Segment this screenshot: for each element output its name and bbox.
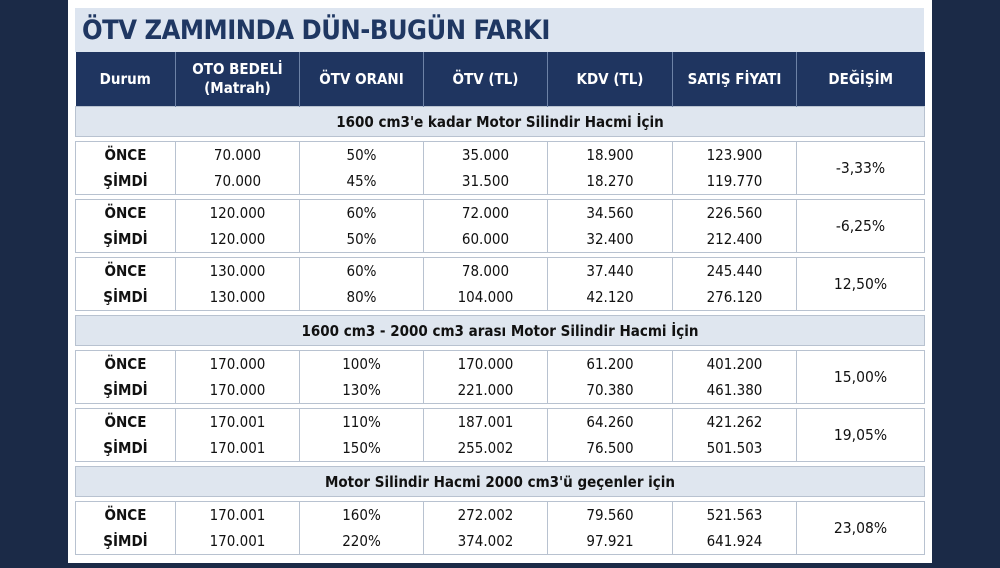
otv-comparison-page xyxy=(75,8,924,568)
table-header-row xyxy=(76,52,925,107)
header-kdv-tl: KDV (TL) xyxy=(548,52,673,107)
durum-cell: ŞİMDİ xyxy=(76,226,176,253)
otv-rate-cell: 45% xyxy=(300,168,424,195)
section-title: 1600 cm3 - 2000 cm3 arası Motor Silindir Hacmi İçin xyxy=(76,316,925,346)
table-row xyxy=(76,502,925,529)
price-cell: 276.120 xyxy=(673,284,797,311)
otv-rate-cell: 110% xyxy=(300,409,424,436)
durum-cell: ŞİMDİ xyxy=(76,284,176,311)
document-frame xyxy=(68,0,932,563)
otv-rate-cell: 100% xyxy=(300,351,424,378)
matrah-cell: 120.000 xyxy=(176,226,300,253)
price-cell: 521.563 xyxy=(673,502,797,529)
table-row xyxy=(76,200,925,227)
header-oto-bedeli: OTO BEDELİ (Matrah) xyxy=(176,52,300,107)
matrah-cell: 170.000 xyxy=(176,351,300,378)
durum-cell: ŞİMDİ xyxy=(76,528,176,555)
matrah-cell: 170.001 xyxy=(176,435,300,462)
section-row xyxy=(76,107,925,137)
durum-cell: ŞİMDİ xyxy=(76,377,176,404)
section-title: 1600 cm3'e kadar Motor Silindir Hacmi İçin xyxy=(76,107,925,137)
section-row xyxy=(76,316,925,346)
otv-amount-cell: 104.000 xyxy=(424,284,548,311)
price-cell: 226.560 xyxy=(673,200,797,227)
matrah-cell: 170.001 xyxy=(176,528,300,555)
price-cell: 641.924 xyxy=(673,528,797,555)
matrah-cell: 170.001 xyxy=(176,502,300,529)
header-satis-fiyati: SATIŞ FİYATI xyxy=(673,52,797,107)
change-cell: 12,50% xyxy=(797,258,925,311)
otv-comparison-table xyxy=(75,52,925,555)
price-cell: 119.770 xyxy=(673,168,797,195)
change-cell: -3,33% xyxy=(797,142,925,195)
otv-rate-cell: 50% xyxy=(300,142,424,169)
otv-rate-cell: 50% xyxy=(300,226,424,253)
price-cell: 421.262 xyxy=(673,409,797,436)
kdv-cell: 18.900 xyxy=(548,142,673,169)
price-cell: 123.900 xyxy=(673,142,797,169)
otv-rate-cell: 150% xyxy=(300,435,424,462)
otv-amount-cell: 78.000 xyxy=(424,258,548,285)
otv-amount-cell: 221.000 xyxy=(424,377,548,404)
otv-rate-cell: 60% xyxy=(300,258,424,285)
kdv-cell: 70.380 xyxy=(548,377,673,404)
price-cell: 401.200 xyxy=(673,351,797,378)
durum-cell: ÖNCE xyxy=(76,258,176,285)
durum-cell: ÖNCE xyxy=(76,142,176,169)
kdv-cell: 97.921 xyxy=(548,528,673,555)
section-title: Motor Silindir Hacmi 2000 cm3'ü geçenler için xyxy=(76,467,925,497)
kdv-cell: 64.260 xyxy=(548,409,673,436)
kdv-cell: 34.560 xyxy=(548,200,673,227)
otv-amount-cell: 72.000 xyxy=(424,200,548,227)
kdv-cell: 79.560 xyxy=(548,502,673,529)
otv-amount-cell: 35.000 xyxy=(424,142,548,169)
change-cell: 23,08% xyxy=(797,502,925,555)
change-cell: 19,05% xyxy=(797,409,925,462)
change-cell: -6,25% xyxy=(797,200,925,253)
header-otv-tl: ÖTV (TL) xyxy=(424,52,548,107)
kdv-cell: 42.120 xyxy=(548,284,673,311)
kdv-cell: 76.500 xyxy=(548,435,673,462)
otv-rate-cell: 60% xyxy=(300,200,424,227)
table-row xyxy=(76,258,925,285)
durum-cell: ÖNCE xyxy=(76,409,176,436)
otv-amount-cell: 31.500 xyxy=(424,168,548,195)
kdv-cell: 61.200 xyxy=(548,351,673,378)
table-row xyxy=(76,351,925,378)
durum-cell: ÖNCE xyxy=(76,502,176,529)
price-cell: 461.380 xyxy=(673,377,797,404)
durum-cell: ÖNCE xyxy=(76,351,176,378)
price-cell: 212.400 xyxy=(673,226,797,253)
otv-amount-cell: 374.002 xyxy=(424,528,548,555)
table-row xyxy=(76,409,925,436)
matrah-cell: 130.000 xyxy=(176,284,300,311)
otv-rate-cell: 160% xyxy=(300,502,424,529)
otv-rate-cell: 220% xyxy=(300,528,424,555)
matrah-cell: 70.000 xyxy=(176,142,300,169)
matrah-cell: 120.000 xyxy=(176,200,300,227)
durum-cell: ÖNCE xyxy=(76,200,176,227)
otv-amount-cell: 255.002 xyxy=(424,435,548,462)
otv-amount-cell: 170.000 xyxy=(424,351,548,378)
kdv-cell: 32.400 xyxy=(548,226,673,253)
matrah-cell: 70.000 xyxy=(176,168,300,195)
otv-rate-cell: 80% xyxy=(300,284,424,311)
change-cell: 15,00% xyxy=(797,351,925,404)
table-row xyxy=(76,142,925,169)
otv-amount-cell: 187.001 xyxy=(424,409,548,436)
otv-amount-cell: 272.002 xyxy=(424,502,548,529)
kdv-cell: 18.270 xyxy=(548,168,673,195)
matrah-cell: 170.000 xyxy=(176,377,300,404)
otv-amount-cell: 60.000 xyxy=(424,226,548,253)
matrah-cell: 170.001 xyxy=(176,409,300,436)
matrah-cell: 130.000 xyxy=(176,258,300,285)
durum-cell: ŞİMDİ xyxy=(76,168,176,195)
page-title: ÖTV ZAMMINDA DÜN-BUGÜN FARKI xyxy=(75,8,924,52)
otv-rate-cell: 130% xyxy=(300,377,424,404)
durum-cell: ŞİMDİ xyxy=(76,435,176,462)
price-cell: 501.503 xyxy=(673,435,797,462)
header-otv-orani: ÖTV ORANI xyxy=(300,52,424,107)
price-cell: 245.440 xyxy=(673,258,797,285)
section-row xyxy=(76,467,925,497)
header-degisim: DEĞİŞİM xyxy=(797,52,925,107)
header-durum: Durum xyxy=(76,52,176,107)
kdv-cell: 37.440 xyxy=(548,258,673,285)
